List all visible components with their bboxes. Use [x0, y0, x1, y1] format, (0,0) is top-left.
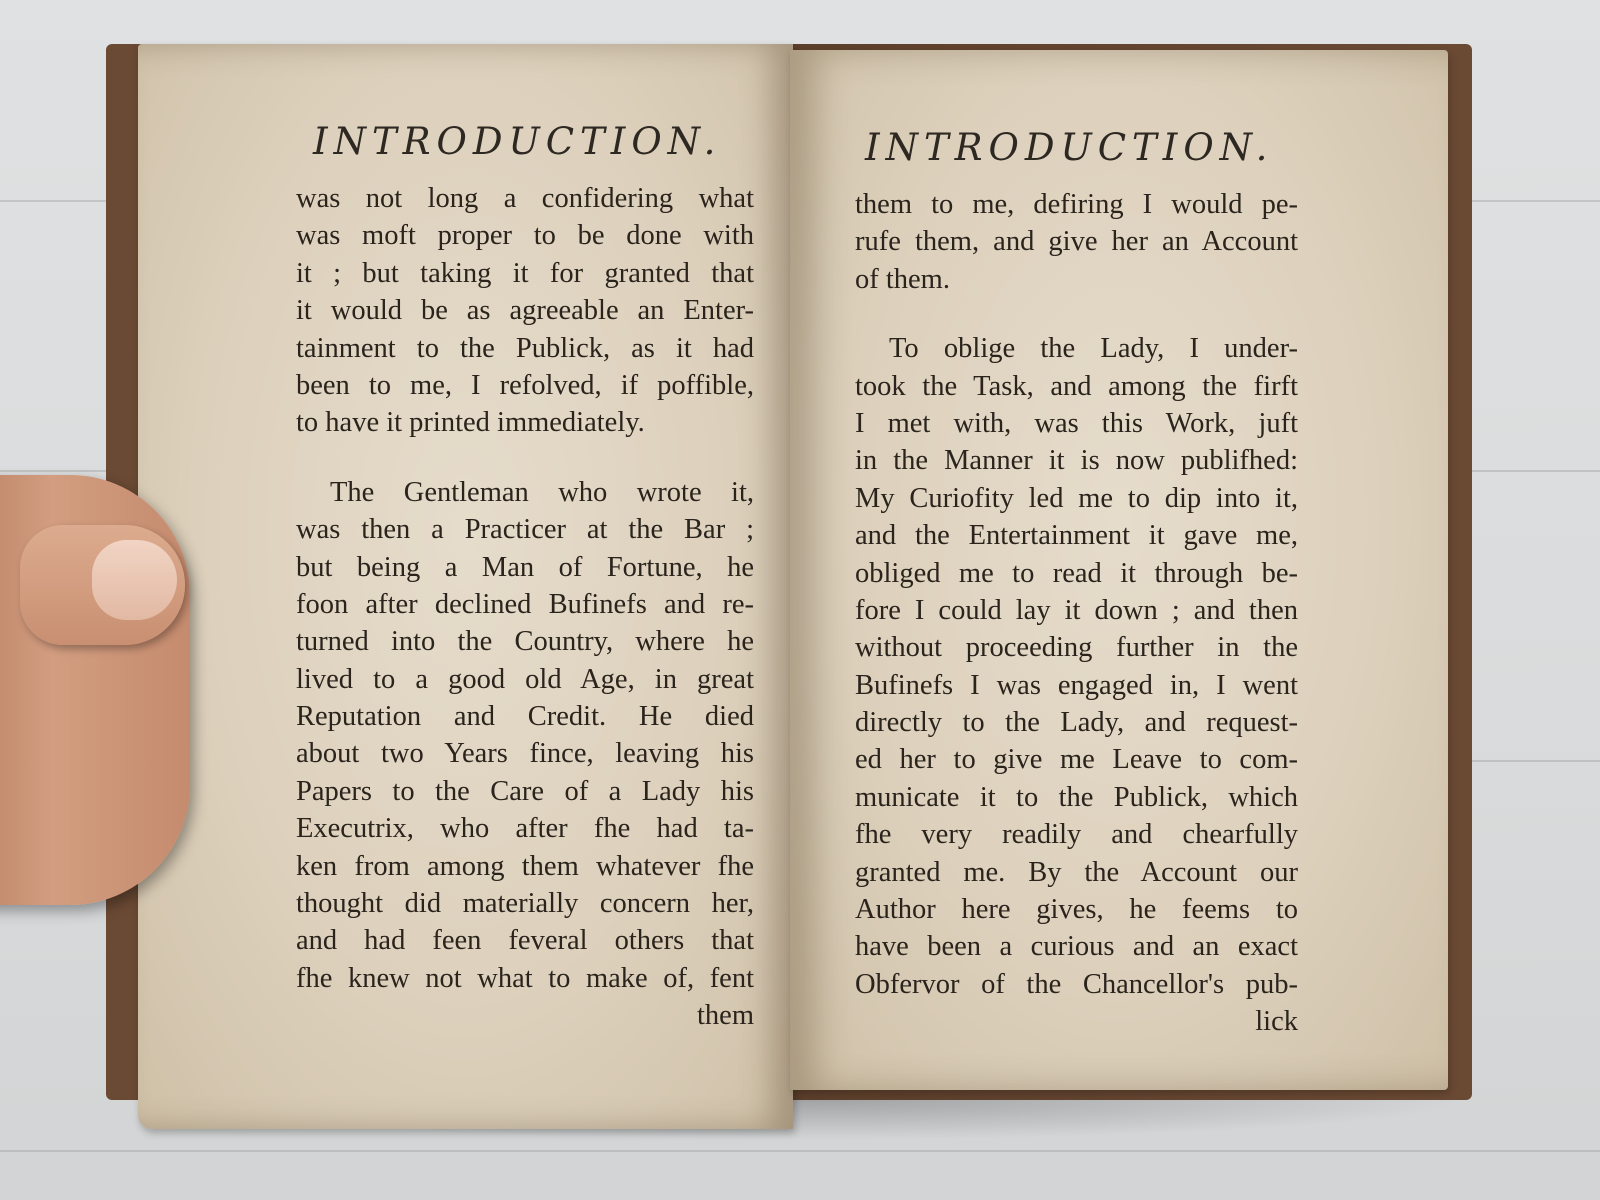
text-line: was not long a confidering what: [296, 183, 754, 214]
text-line: in the Manner it is now publifhed:: [855, 445, 1298, 477]
text-line: to have it printed immediately.: [296, 407, 645, 439]
text-line: it would be as agreeable an Enter-: [296, 295, 754, 327]
text-line: without proceeding further in the: [855, 632, 1298, 664]
text-line: directly to the Lady, and request-: [855, 707, 1298, 739]
paragraph-gap: [296, 442, 754, 474]
text-line: been to me, I refolved, if poffible,: [296, 369, 754, 401]
text-line: The Gentleman who wrote it,: [330, 476, 754, 508]
text-line: lived to a good old Age, in great: [296, 663, 754, 695]
text-line: municate it to the Publick, which: [855, 781, 1298, 813]
paragraph-gap: [855, 298, 1298, 330]
text-line: fore I could lay it down ; and then: [855, 594, 1298, 626]
text-line: it ; but taking it for granted that: [296, 257, 754, 289]
text-line: foon after declined Bufinefs and re-: [296, 588, 754, 620]
left-page: [138, 44, 793, 1129]
text-line: and the Entertainment it gave me,: [855, 520, 1298, 552]
text-line: was then a Practicer at the Bar ;: [296, 514, 754, 546]
text-line: Author here gives, he feems to: [855, 894, 1298, 926]
text-line: have been a curious and an exact: [855, 931, 1298, 963]
text-line: them to me, defiring I would pe-: [855, 189, 1298, 220]
text-line: Reputation and Credit. He died: [296, 701, 754, 733]
text-line: turned into the Country, where he: [296, 626, 754, 658]
text-line: about two Years fince, leaving his: [296, 738, 754, 770]
text-line: but being a Man of Fortune, he: [296, 551, 754, 583]
text-line: and had feen feveral others that: [296, 925, 754, 957]
catchword: lick: [1255, 1006, 1298, 1038]
text-line: My Curiofity led me to dip into it,: [855, 482, 1298, 514]
text-line: rufe them, and give her an Account: [855, 226, 1298, 258]
text-line: I met with, was this Work, juft: [855, 407, 1298, 439]
text-line: ken from among them whatever fhe: [296, 850, 754, 882]
text-line: Papers to the Care of a Lady his: [296, 775, 754, 807]
text-line: obliged me to read it through be-: [855, 557, 1298, 589]
left-page-text: [296, 180, 754, 1035]
text-line: took the Task, and among the firft: [855, 370, 1298, 402]
right-page: [790, 50, 1448, 1090]
left-page-heading: INTRODUCTION.: [313, 120, 722, 163]
text-line: fhe very readily and chearfully: [855, 819, 1298, 851]
text-line: Executrix, who after fhe had ta-: [296, 813, 754, 845]
thumbnail-nail: [92, 540, 177, 620]
text-line: ed her to give me Leave to com-: [855, 744, 1298, 776]
right-page-text: [855, 186, 1298, 1041]
text-line: thought did materially concern her,: [296, 888, 754, 920]
right-page-heading: INTRODUCTION.: [865, 126, 1274, 169]
background-plank-line: [0, 1150, 1600, 1152]
text-line: of them.: [855, 263, 950, 295]
text-line: To oblige the Lady, I under-: [889, 333, 1298, 365]
catchword: them: [697, 1000, 754, 1032]
text-line: Bufinefs I was engaged in, I went: [855, 669, 1298, 701]
text-line: was moft proper to be done with: [296, 220, 754, 252]
text-line: fhe knew not what to make of, fent: [296, 962, 754, 994]
text-line: tainment to the Publick, as it had: [296, 332, 754, 364]
text-line: Obfervor of the Chancellor's pub-: [855, 968, 1298, 1000]
text-line: granted me. By the Account our: [855, 856, 1298, 888]
